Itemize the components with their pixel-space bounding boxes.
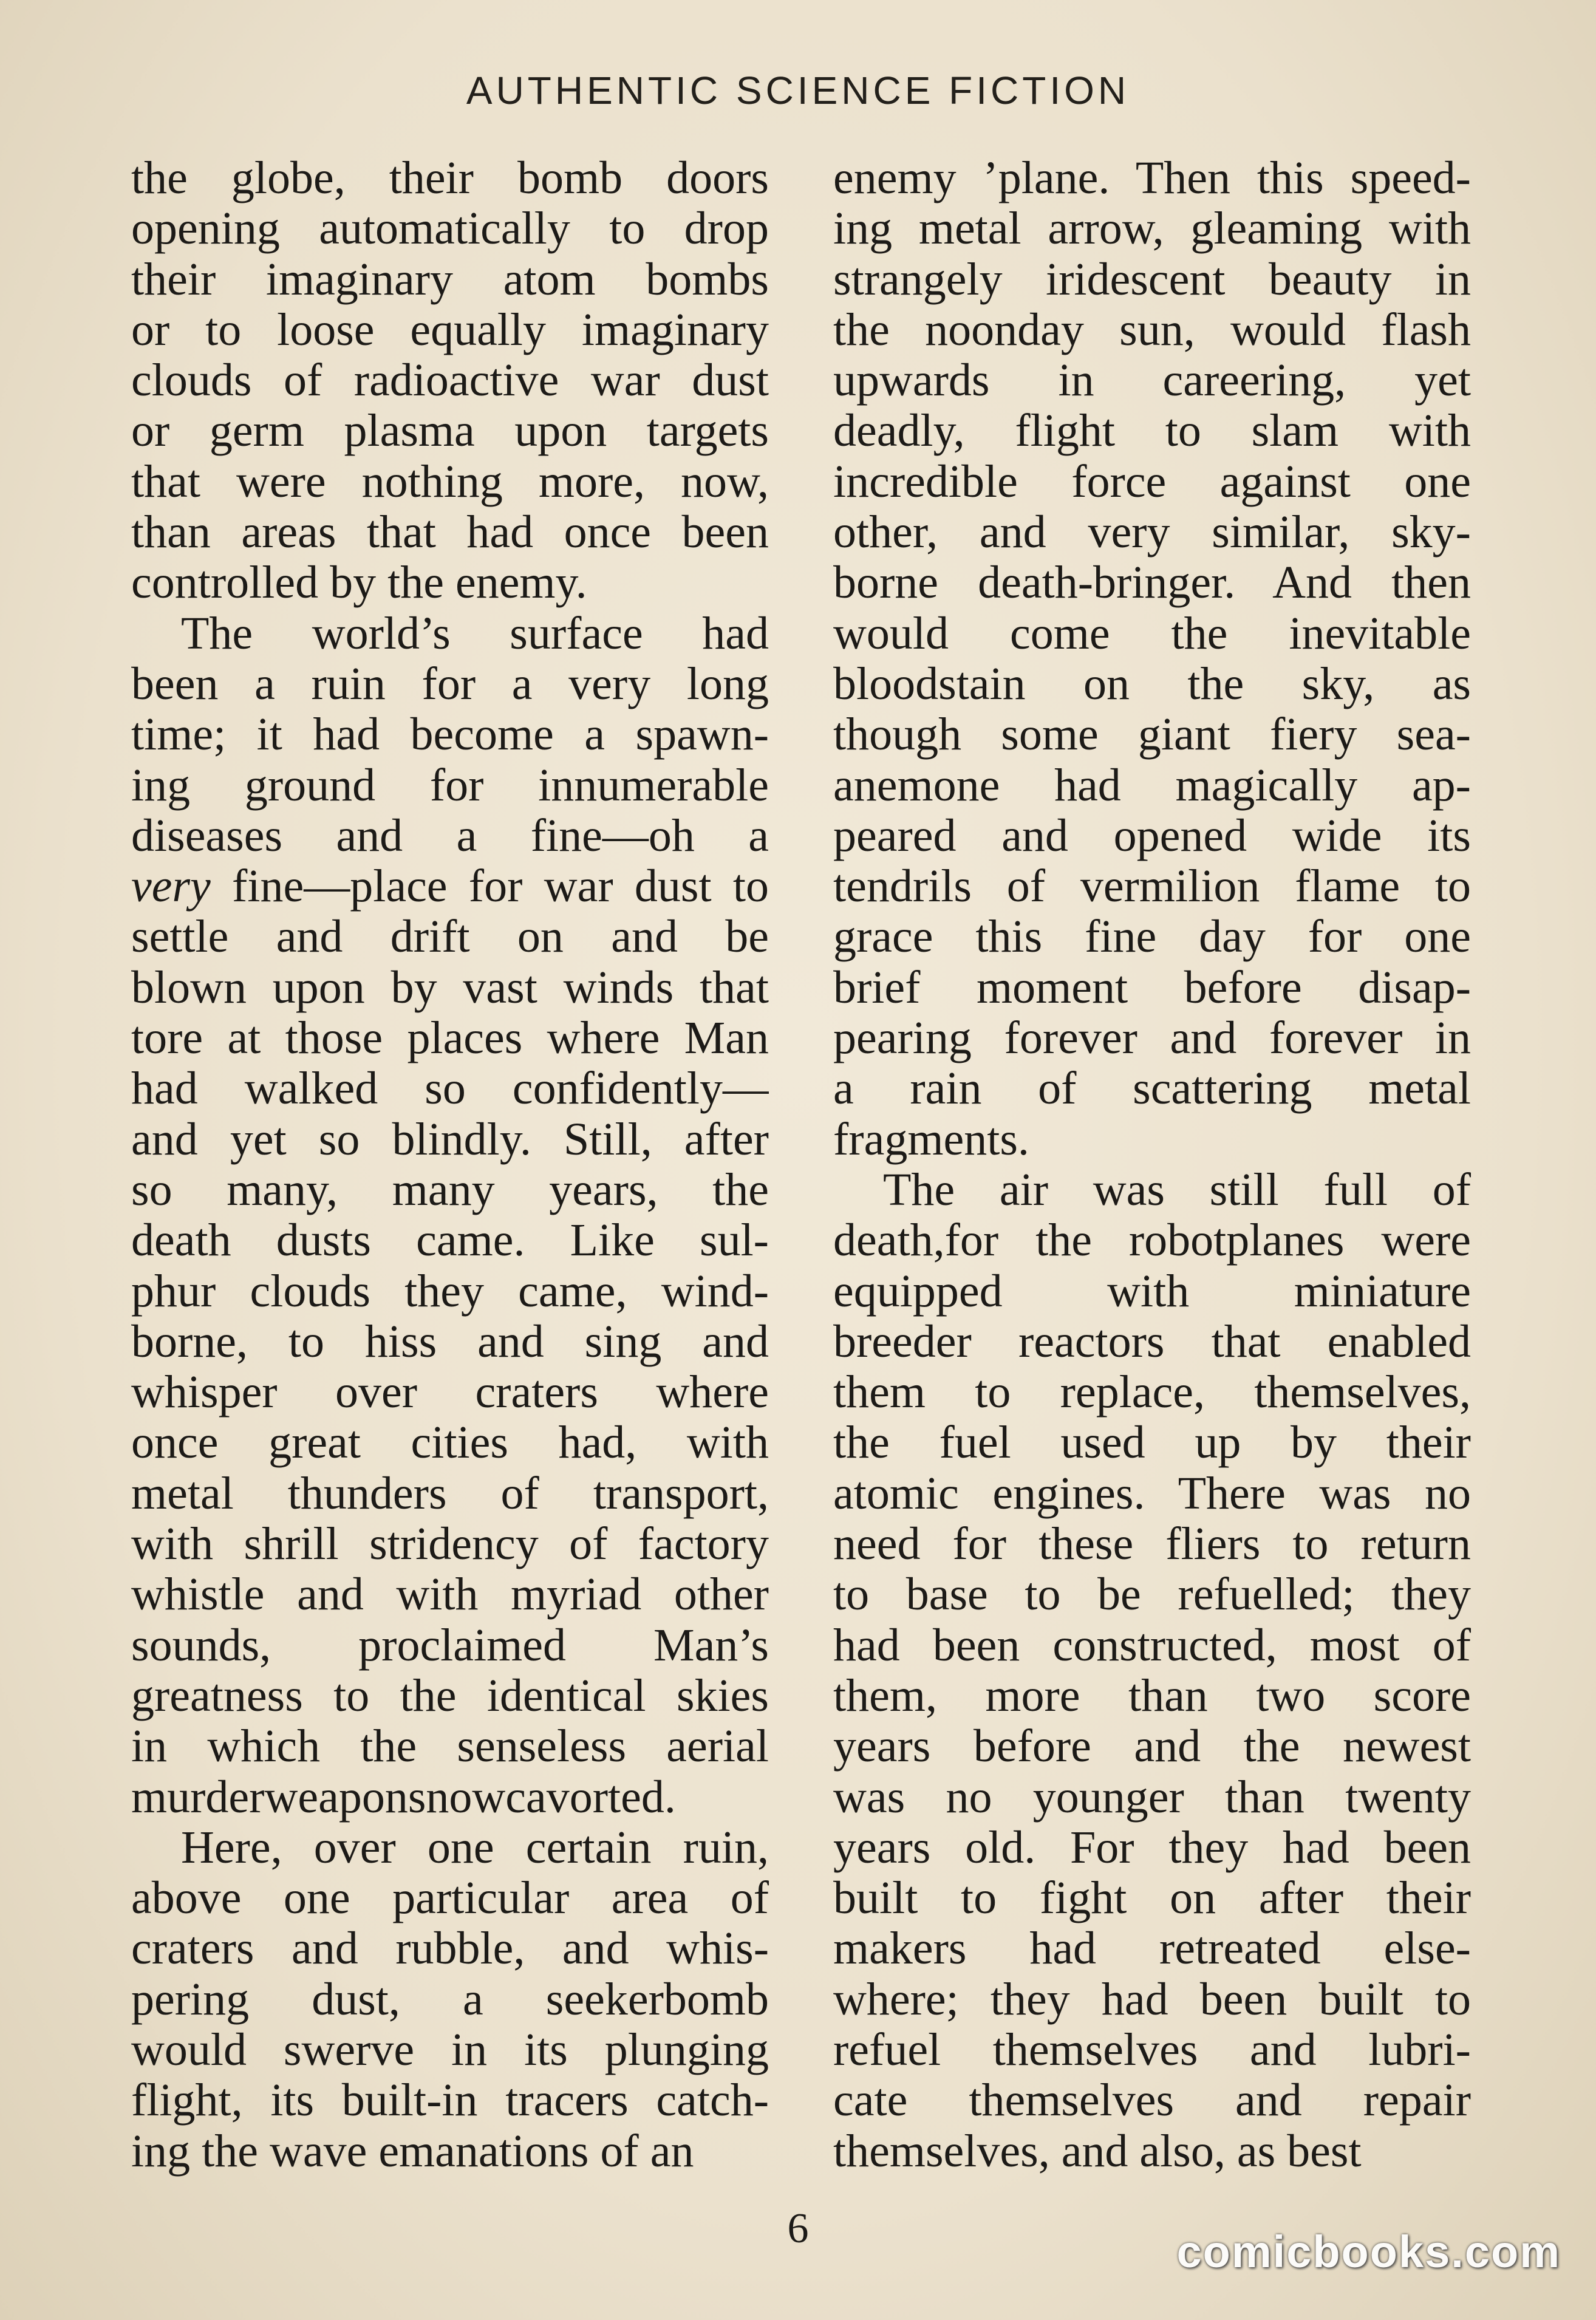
text-line: above one particular area of bbox=[131, 1873, 769, 1924]
text-line: with shrill stridency of factory bbox=[131, 1519, 769, 1570]
text-line: was no younger than twenty bbox=[833, 1772, 1471, 1823]
text-line: breeder reactors that enabled bbox=[833, 1316, 1471, 1367]
text-line: them to replace, themselves, bbox=[833, 1367, 1471, 1418]
page-number: 6 bbox=[787, 2205, 809, 2252]
paragraph bbox=[131, 1823, 769, 2177]
text-line: or to loose equally imaginary bbox=[131, 304, 769, 355]
paragraph bbox=[833, 1165, 1471, 2177]
text-line: built to fight on after their bbox=[833, 1873, 1471, 1924]
text-line: clouds of radioactive war dust bbox=[131, 355, 769, 406]
text-line: though some giant fiery sea- bbox=[833, 709, 1471, 760]
text-line: themselves, and also, as best bbox=[833, 2126, 1362, 2177]
text-line: borne death-bringer. And then bbox=[833, 558, 1471, 609]
text-line: a rain of scattering metal bbox=[833, 1063, 1471, 1114]
text-line: their imaginary atom bombs bbox=[131, 254, 769, 305]
text-line: blown upon by vast winds that bbox=[131, 962, 769, 1013]
text-line: pering dust, a seekerbomb bbox=[131, 1974, 769, 2025]
running-head: AUTHENTIC SCIENCE FICTION bbox=[466, 69, 1130, 112]
text-line: cate themselves and repair bbox=[833, 2075, 1471, 2126]
text-line: whisper over craters where bbox=[131, 1367, 769, 1418]
text-line: brief moment before disap- bbox=[833, 962, 1471, 1013]
text-line: ing the wave emanations of an bbox=[131, 2126, 694, 2177]
text-line: sounds, proclaimed Man’s bbox=[131, 1620, 769, 1671]
text-line: phur clouds they came, wind- bbox=[131, 1266, 769, 1317]
text-line: fragments. bbox=[833, 1114, 1029, 1165]
text-line: or germ plasma upon targets bbox=[131, 406, 769, 457]
text-line: whistle and with myriad other bbox=[131, 1569, 769, 1620]
text-line: flight, its built-in tracers catch- bbox=[131, 2075, 769, 2126]
text-line: grace this fine day for one bbox=[833, 912, 1471, 963]
text-line: in which the senseless aerial bbox=[131, 1721, 769, 1772]
text-line: once great cities had, with bbox=[131, 1418, 769, 1469]
text-line: incredible force against one bbox=[833, 456, 1471, 507]
text-line: diseases and a fine—oh a bbox=[131, 810, 769, 861]
text-line: other, and very similar, sky- bbox=[833, 507, 1471, 558]
text-line: deadly, flight to slam with bbox=[833, 406, 1471, 457]
text-line: craters and rubble, and whis- bbox=[131, 1923, 769, 1974]
text-line: and yet so blindly. Still, after bbox=[131, 1114, 769, 1165]
text-line: upwards in careering, yet bbox=[833, 355, 1471, 406]
text-line: tore at those places where Man bbox=[131, 1013, 769, 1064]
paragraph bbox=[131, 609, 769, 1823]
paragraph bbox=[131, 153, 769, 609]
text-line: tendrils of vermilion flame to bbox=[833, 861, 1471, 912]
text-line: murderweaponsnowcavorted. bbox=[131, 1772, 676, 1823]
text-line: pearing forever and forever in bbox=[833, 1013, 1471, 1064]
text-line: than areas that had once been bbox=[131, 507, 769, 558]
watermark-logo: comicbooks.com bbox=[1176, 2226, 1561, 2277]
text-line: that were nothing more, now, bbox=[131, 456, 769, 507]
text-line: need for these fliers to return bbox=[833, 1519, 1471, 1570]
text-line: to base to be refuelled; they bbox=[833, 1569, 1471, 1620]
text-column-left bbox=[131, 153, 769, 2177]
text-line: time; it had become a spawn- bbox=[131, 709, 769, 760]
paragraph bbox=[833, 153, 1471, 1165]
text-line: so many, many years, the bbox=[131, 1164, 769, 1215]
text-line: controlled by the enemy. bbox=[131, 558, 587, 609]
text-line: metal thunders of transport, bbox=[131, 1468, 769, 1519]
text-line: death,for the robotplanes were bbox=[833, 1215, 1471, 1266]
text-line: peared and opened wide its bbox=[833, 810, 1471, 861]
text-line: had been constructed, most of bbox=[833, 1620, 1471, 1671]
text-line: them, more than two score bbox=[833, 1670, 1471, 1721]
text-line: anemone had magically ap- bbox=[833, 760, 1471, 811]
text-line: would swerve in its plunging bbox=[131, 2024, 769, 2075]
text-line: ing metal arrow, gleaming with bbox=[833, 203, 1471, 254]
text-line: the noonday sun, would flash bbox=[833, 304, 1471, 355]
text-line: death dusts came. Like sul- bbox=[131, 1215, 769, 1266]
text-line: atomic engines. There was no bbox=[833, 1468, 1471, 1519]
text-line: years old. For they had been bbox=[833, 1822, 1471, 1873]
text-line: settle and drift on and be bbox=[131, 912, 769, 963]
text-line: been a ruin for a very long bbox=[131, 658, 769, 709]
text-line: very fine—place for war dust to bbox=[131, 861, 769, 912]
text-line: opening automatically to drop bbox=[131, 203, 769, 254]
text-line: the globe, their bomb doors bbox=[131, 153, 769, 203]
text-line: where; they had been built to bbox=[833, 1974, 1471, 2025]
text-line: ing ground for innumerable bbox=[131, 760, 769, 811]
text-line: equipped with miniature bbox=[833, 1266, 1471, 1317]
text-line: greatness to the identical skies bbox=[131, 1670, 769, 1721]
text-line: refuel themselves and lubri- bbox=[833, 2024, 1471, 2075]
text-line: years before and the newest bbox=[833, 1721, 1471, 1772]
text-line: borne, to hiss and sing and bbox=[131, 1316, 769, 1367]
text-column-right bbox=[833, 153, 1471, 2177]
text-line: The world’s surface had bbox=[181, 608, 769, 659]
text-line: the fuel used up by their bbox=[833, 1418, 1471, 1469]
text-line: strangely iridescent beauty in bbox=[833, 254, 1471, 305]
text-line: makers had retreated else- bbox=[833, 1923, 1471, 1974]
emphasis: very bbox=[131, 861, 211, 912]
text-line: Here, over one certain ruin, bbox=[181, 1822, 769, 1873]
text-line: would come the inevitable bbox=[833, 608, 1471, 659]
text-line: The air was still full of bbox=[883, 1164, 1471, 1215]
text-line: had walked so confidently— bbox=[131, 1063, 769, 1114]
text-line: enemy ’plane. Then this speed- bbox=[833, 153, 1471, 203]
text-line: bloodstain on the sky, as bbox=[833, 658, 1471, 709]
